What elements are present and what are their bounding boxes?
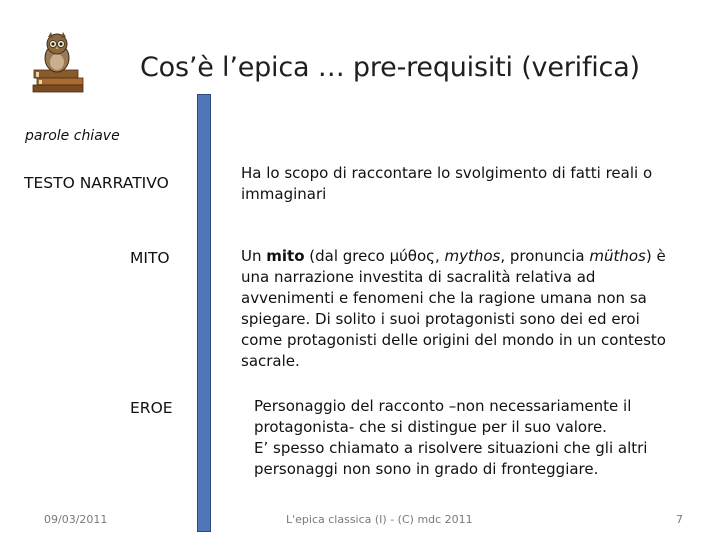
owl-books-logo-icon	[30, 30, 92, 94]
keywords-label: parole chiave	[25, 128, 120, 144]
vertical-divider-bar	[197, 94, 211, 532]
slide-title: Cos’è l’epica … pre-requisiti (verifica)	[140, 52, 640, 83]
footer-date: 09/03/2011	[44, 513, 108, 526]
term-mito: MITO	[130, 249, 170, 267]
definition-testo-narrativo: Ha lo scopo di raccontare lo svolgimento di fatti reali o immaginari	[241, 164, 653, 203]
definition-eroe-line2: E’ spesso chiamato a risolvere situazioni che gli altri personaggi non sono in grado di fronteggiare.	[254, 439, 648, 478]
footer-page-number: 7	[676, 513, 683, 526]
muthos-italic: müthos	[589, 247, 646, 265]
definition-eroe-line1: Personaggio del racconto –non necessariamente il protagonista- che si distingue per il suo valore.	[254, 397, 632, 436]
footer-center-text: L'epica classica (I) - (C) mdc 2011	[286, 513, 473, 526]
mythos-italic: mythos	[444, 247, 501, 265]
term-testo-narrativo: TESTO NARRATIVO	[24, 174, 169, 192]
definition-mito: Un mito (dal greco μύθος, mythos, pronuncia müthos) è una narrazione investita di sacralità relativa ad avvenimenti e fenomeni che la ragione umana non sa spiegare. Di solito i suoi protagonisti sono dei ed eroi come protagonisti delle origini del mondo in un contesto sacrale.	[241, 247, 666, 370]
mito-bold-word: mito	[266, 247, 305, 265]
term-eroe: EROE	[130, 399, 173, 417]
definition-eroe	[254, 396, 684, 480]
